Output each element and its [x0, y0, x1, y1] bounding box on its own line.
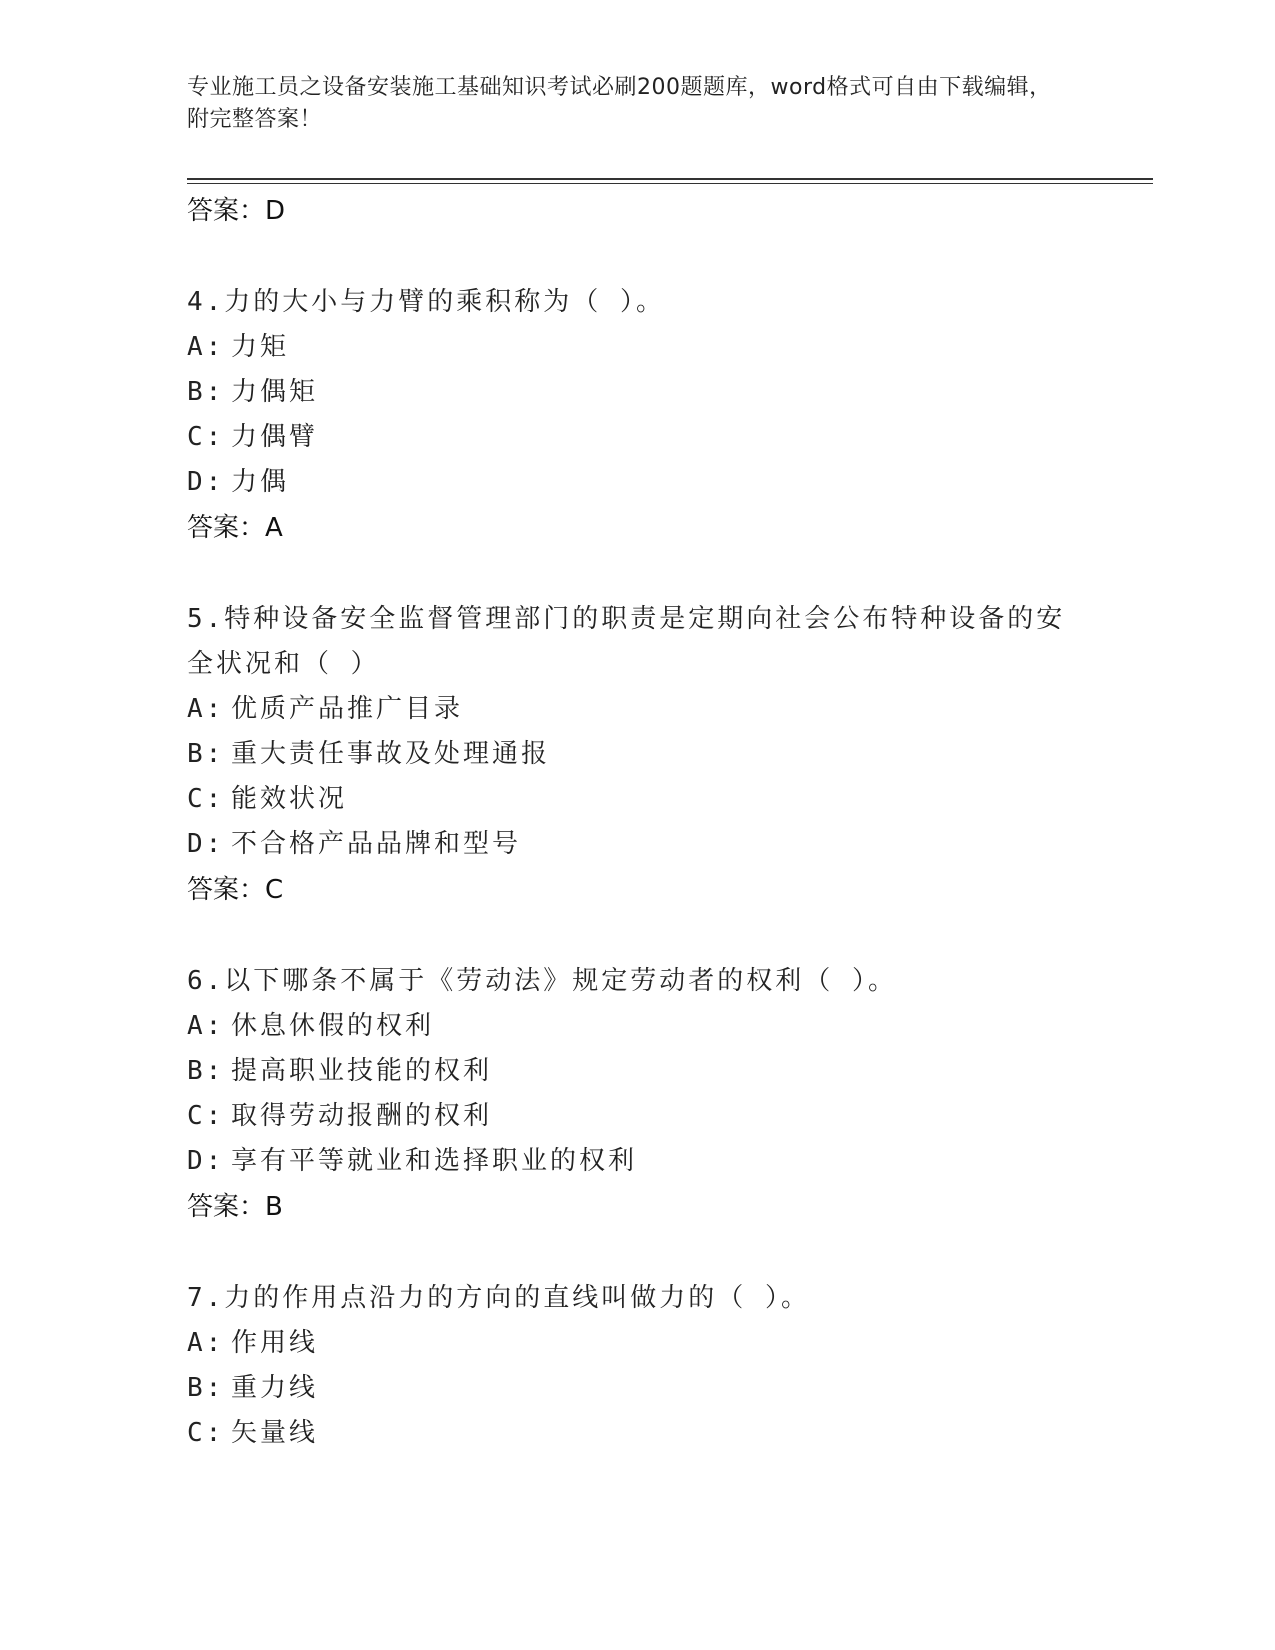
option-letter: C: [187, 784, 225, 814]
option-a [187, 1321, 1067, 1366]
option-b [187, 1049, 1067, 1094]
option-letter: B: [187, 1056, 225, 1086]
option-text: 享有平等就业和选择职业的权利 [231, 1146, 638, 1176]
answer-line: 答案：C [187, 875, 284, 905]
option-letter: D: [187, 1146, 225, 1176]
option-c [187, 415, 1067, 460]
option-b [187, 370, 1067, 415]
option-d [187, 822, 1067, 867]
option-letter: A: [187, 1011, 225, 1041]
option-d [187, 460, 1067, 505]
option-text: 不合格产品品牌和型号 [231, 829, 522, 859]
option-b [187, 1366, 1067, 1411]
option-letter: A: [187, 332, 225, 362]
option-letter: B: [187, 377, 225, 407]
answer-line: 答案：A [187, 513, 283, 543]
option-b [187, 732, 1067, 777]
option-text: 取得劳动报酬的权利 [231, 1101, 493, 1131]
option-a [187, 687, 1067, 732]
option-letter: C: [187, 1101, 225, 1131]
option-c [187, 777, 1067, 822]
document-header: 专业施工员之设备安装施工基础知识考试必刷200题题库，word格式可自由下载编辑，附完整答案！ [187, 75, 1052, 132]
option-letter: D: [187, 829, 225, 859]
option-letter: D: [187, 467, 225, 497]
question-block [187, 959, 1067, 1230]
option-text: 力偶臂 [231, 422, 319, 452]
option-text: 能效状况 [231, 784, 348, 814]
option-c [187, 1411, 1067, 1456]
option-letter: C: [187, 1418, 225, 1448]
option-text: 力偶 [231, 467, 290, 497]
option-letter: C: [187, 422, 225, 452]
question-list [187, 188, 1067, 1456]
option-text: 力偶矩 [231, 377, 319, 407]
option-letter: A: [187, 694, 225, 724]
question-stem: 4.力的大小与力臂的乘积称为（ ）。 [187, 287, 665, 317]
question-block [187, 1276, 1067, 1456]
question-stem: 6.以下哪条不属于《劳动法》规定劳动者的权利（ ）。 [187, 966, 897, 996]
header-divider-thick [187, 178, 1153, 180]
option-c [187, 1094, 1067, 1139]
option-text: 矢量线 [231, 1418, 319, 1448]
previous-answer: 答案：D [187, 196, 286, 226]
option-a [187, 1004, 1067, 1049]
option-letter: B: [187, 1373, 225, 1403]
option-text: 提高职业技能的权利 [231, 1056, 493, 1086]
option-a [187, 325, 1067, 370]
question-stem: 7.力的作用点沿力的方向的直线叫做力的（ ）。 [187, 1283, 810, 1313]
option-text: 重力线 [231, 1373, 319, 1403]
question-stem: 5.特种设备安全监督管理部门的职责是定期向社会公布特种设备的安全状况和（ ） [187, 604, 1066, 679]
answer-line: 答案：B [187, 1192, 283, 1222]
option-text: 作用线 [231, 1328, 319, 1358]
option-letter: B: [187, 739, 225, 769]
option-text: 休息休假的权利 [231, 1011, 435, 1041]
option-text: 优质产品推广目录 [231, 694, 464, 724]
option-d [187, 1139, 1067, 1184]
question-block [187, 597, 1067, 913]
header-divider-thin [187, 183, 1153, 184]
option-text: 重大责任事故及处理通报 [231, 739, 551, 769]
option-letter: A: [187, 1328, 225, 1358]
option-text: 力矩 [231, 332, 290, 362]
question-block [187, 280, 1067, 551]
